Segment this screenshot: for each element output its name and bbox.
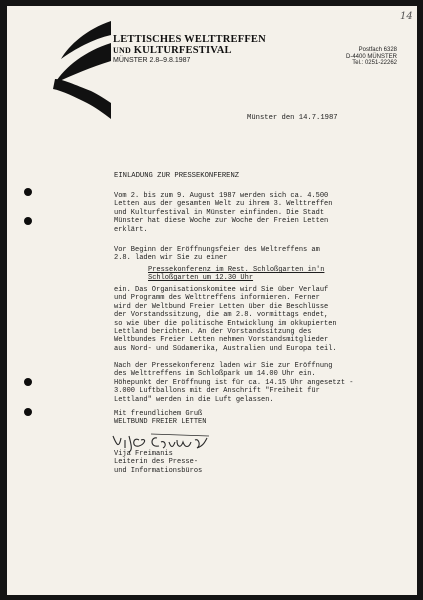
text-line: Vor Beginn der Eröffnungsfeier des Weltreffens am [114,246,320,254]
text-line: Schloßgarten um 12.30 Uhr [148,274,254,283]
text-line: Nach der Pressekonferenz laden wir Sie zur Eröffnung [114,362,333,370]
event-dates: MÜNSTER 2.8–9.8.1987 [113,57,191,64]
handwritten-signature [111,430,211,452]
text-line: Vija Freimanis [114,450,173,458]
text-line: des Welttreffens im Schloßpark um 14.00 Uhr ein. [114,370,316,379]
text-line: Pressekonferenz im Rest. Schloßgarten in'n [148,266,325,274]
text-line: so wie über die politische Entwicklung im okkupierten [114,319,337,328]
text-line: ein. Das Organisationskomitee wird Sie über Verlauf [114,286,329,294]
festival-logo-icon [53,17,111,125]
text-line: WELTBUND FREIER LETTEN [114,418,207,427]
punch-hole [24,408,32,416]
text-line: Leiterin des Presse- [114,458,199,467]
text-line: 3.000 Luftballons mit der Anschrift "Freiheit für [114,387,320,396]
organization-name [113,34,266,56]
text-line: Höhepunkt der Eröffnung ist für ca. 14.15 Uhr angesetzt - [114,378,354,387]
letter-heading: EINLADUNG ZUR PRESSEKONFERENZ [114,172,240,180]
punch-hole [24,217,32,225]
page-number: 14 [400,11,413,22]
signature-block [114,450,202,475]
text-line: Münster hat diese Woche zur Woche der Freien Letten [114,217,329,226]
closing [114,410,206,427]
text-line: der Vorstandssitzung, die am 2.8. vormittags endet, [114,311,329,320]
text-line: erklärt. [114,225,148,234]
text-line: Lettland" werden in die Luft gelassen. [114,395,274,404]
text-line: wird der Weltbund Freier Letten über die Beschlüsse [114,302,329,311]
address-block [346,47,397,67]
paragraph-invitation [114,246,320,263]
paragraph-intro [114,192,332,234]
text-line: und Informationsbüros [114,466,203,475]
org-name-line2-prefix: UND [113,46,131,55]
address-line: D-4400 MÜNSTER [345,53,397,60]
paragraph-opening [114,362,353,404]
press-conference-highlight [148,266,324,283]
punch-hole [24,378,32,386]
text-line: Lettland berichten. An der Vorstandssitzung des [114,328,312,337]
org-name-line2: KULTURFESTIVAL [133,45,232,56]
address-line: Tel.: 0251-22262 [352,60,397,67]
org-name-line1: LETTISCHES WELTTREFFEN [113,34,266,45]
text-line: und Programm des Welttreffens informieren. Ferner [114,294,320,303]
text-line: Vom 2. bis zum 9. August 1987 werden sich ca. 4.500 [114,192,329,200]
text-line: Weltbundes Freier Letten nehmen Vorstandsmitglieder [114,336,329,345]
text-line: Mit freundlichem Gruß [114,410,203,418]
text-line: aus Nord- und Südamerika, Australien und Europa teil. [114,344,337,353]
paragraph-program [114,286,337,353]
text-line: Letten aus der gesamten Welt zu ihrem 3. Welttreffen [114,200,333,209]
address-line: Postfach 6328 [358,47,397,53]
letter-page [7,6,417,595]
text-line: und Kulturfestival in Münster einfinden. Die Stadt [114,208,325,217]
punch-hole [24,188,32,196]
letter-date: Münster den 14.7.1987 [247,114,338,122]
text-line: 2.8. laden wir Sie zu einer [114,254,228,263]
